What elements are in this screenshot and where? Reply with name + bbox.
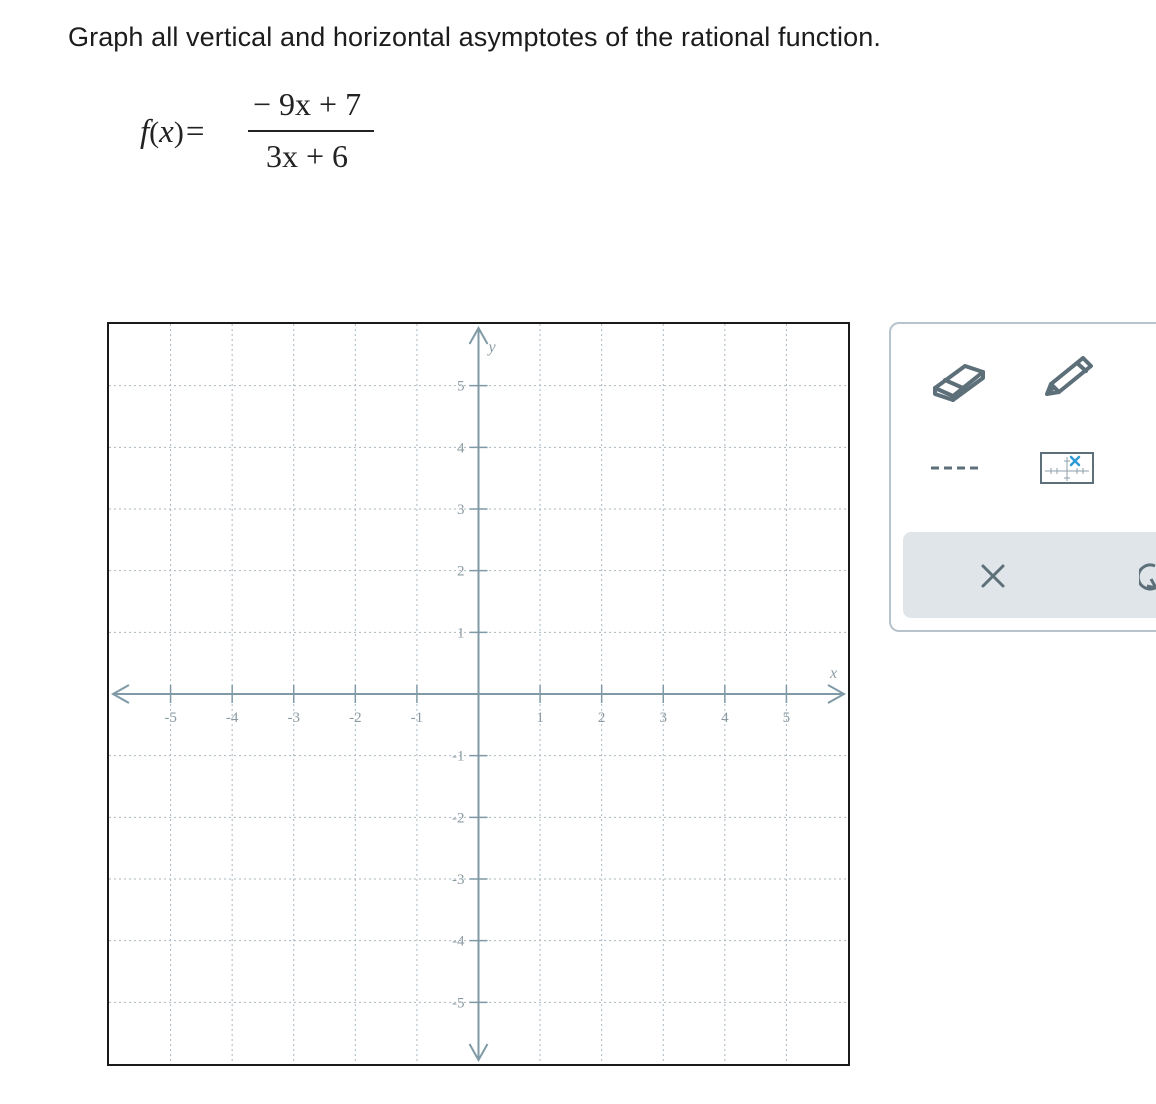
y-tick-label: 5 (457, 378, 465, 395)
y-tick-label: 2 (457, 563, 465, 580)
eraser-tool[interactable] (917, 342, 997, 414)
y-tick-label: 4 (457, 440, 465, 457)
y-tick-label: 1 (457, 625, 465, 642)
dashed-line-icon (927, 458, 987, 478)
question-prompt: Graph all vertical and horizontal asymptotes of the rational function. (68, 22, 881, 52)
grid-x-icon (1039, 451, 1095, 485)
y-tick-label: -1 (452, 748, 465, 765)
x-tick-label: 3 (659, 710, 667, 726)
close-icon (963, 546, 1023, 606)
clear-button[interactable] (963, 546, 1023, 606)
x-tick-label: -5 (164, 710, 177, 726)
x-axis-label: x (830, 665, 838, 682)
function-lhs: f(x)= (140, 114, 205, 150)
action-bar (903, 532, 1156, 618)
y-axis-label: y (488, 339, 496, 356)
function-name: f (140, 114, 150, 150)
undo-icon (1139, 546, 1156, 606)
eraser-icon (925, 354, 989, 402)
function-formula (140, 86, 400, 186)
fraction-bar (248, 130, 374, 132)
coordinate-plane[interactable] (109, 324, 848, 1064)
y-tick-label: 3 (457, 502, 465, 518)
y-tick-label: -4 (452, 933, 465, 950)
undo-button[interactable] (1139, 546, 1156, 606)
function-variable: x (159, 114, 174, 150)
asymptote-grid-tool[interactable] (1027, 438, 1107, 498)
y-tick-label: -3 (452, 872, 465, 888)
pencil-icon (1035, 350, 1099, 406)
equals-sign: = (185, 114, 205, 150)
x-tick-label: -2 (349, 710, 362, 726)
x-tick-label: 5 (782, 710, 791, 726)
x-tick-label: 4 (721, 710, 729, 726)
y-tick-label: -5 (452, 995, 465, 1012)
graph-toolbar (889, 322, 1156, 632)
x-tick-label: 2 (597, 710, 606, 726)
x-tick-label: -3 (287, 710, 300, 726)
dashed-line-tool[interactable] (917, 438, 997, 498)
x-tick-label: -1 (410, 710, 424, 726)
pencil-tool[interactable] (1027, 342, 1107, 414)
x-tick-label: 1 (536, 710, 544, 726)
x-tick-label: -4 (225, 710, 239, 726)
y-tick-label: -2 (452, 810, 465, 827)
fraction-denominator: 3x + 6 (266, 138, 349, 174)
graph-canvas[interactable] (107, 322, 850, 1066)
fraction-numerator: − 9x + 7 (253, 86, 362, 122)
